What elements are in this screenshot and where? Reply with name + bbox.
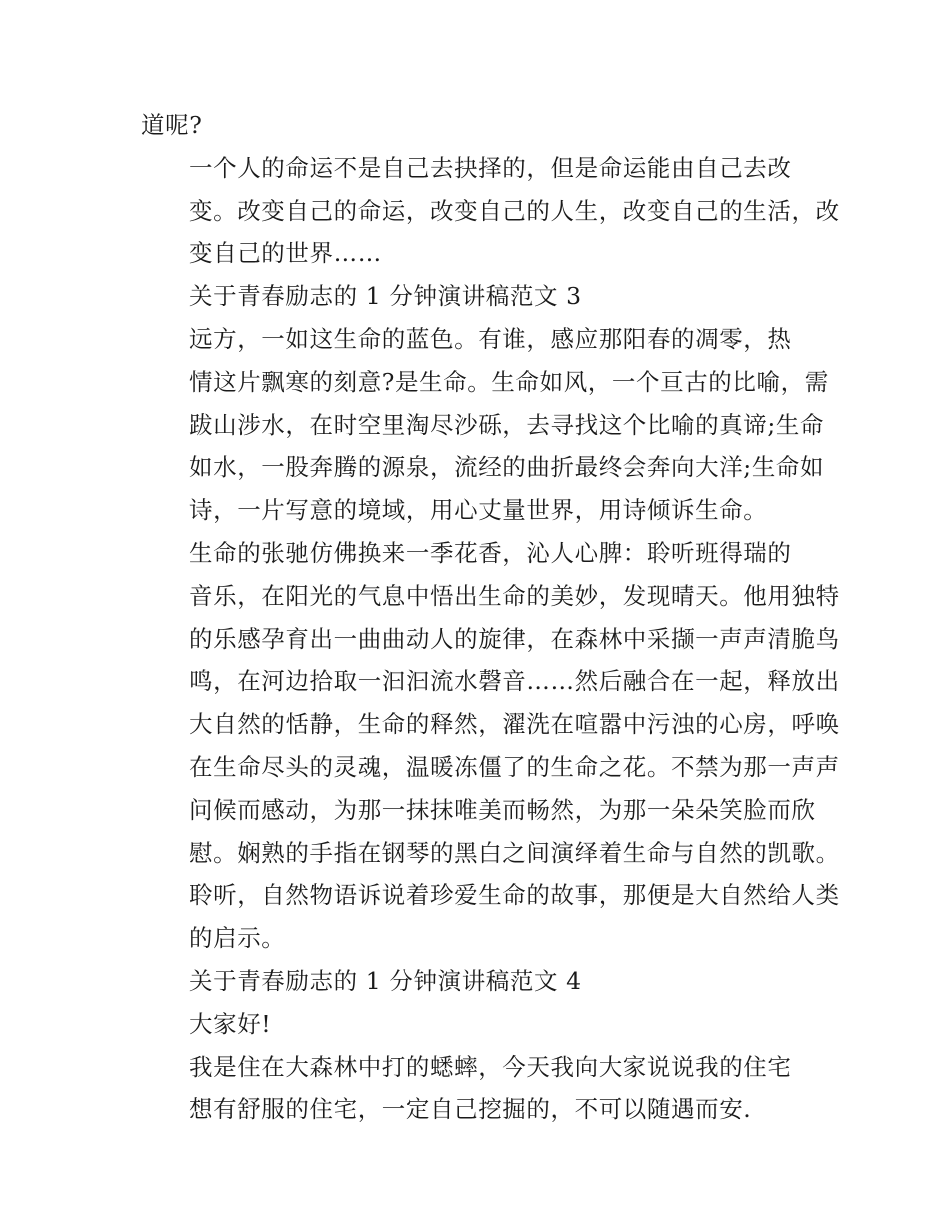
section-heading <box>141 960 813 1003</box>
text-line: 如水，一股奔腾的源泉，流经的曲折最终会奔向大洋;生命如 <box>189 453 825 482</box>
text-line: 关于青春励志的 1 分钟演讲稿范文 3 <box>189 282 582 311</box>
text-line: 的乐感孕育出一曲曲动人的旋律，在森林中采撷一声声清脆鸟 <box>189 624 840 653</box>
text-line: 变自己的世界…… <box>189 239 382 268</box>
text-line: 远方，一如这生命的蓝色。有谁，感应那阳春的凋零，热 <box>189 324 792 353</box>
text-line: 慰。娴熟的手指在钢琴的黑白之间演绎着生命与自然的凯歌。 <box>189 838 840 867</box>
text-line: 我是住在大森林中打的蟋蟀，今天我向大家说说我的住宅 <box>189 1052 792 1081</box>
text-line: 大家好! <box>189 1009 272 1038</box>
text-line: 变。改变自己的命运，改变自己的人生，改变自己的生活，改 <box>189 196 840 225</box>
document-body <box>141 104 840 1131</box>
paragraph <box>141 1046 813 1132</box>
text-line: 诗，一片写意的境域，用心丈量世界，用诗倾诉生命。 <box>189 496 768 525</box>
text-line: 音乐，在阳光的气息中悟出生命的美妙，发现晴天。他用独特 <box>189 581 840 610</box>
text-line: 情这片飘寒的刻意?是生命。生命如风，一个亘古的比喻，需 <box>189 367 829 396</box>
text-line: 跋山涉水，在时空里淘尽沙砾，去寻找这个比喻的真谛;生命 <box>189 410 825 439</box>
paragraph <box>141 104 813 147</box>
text-line: 道呢? <box>141 111 203 139</box>
text-line: 的启示。 <box>189 924 286 953</box>
text-line: 在生命尽头的灵魂，温暖冻僵了的生命之花。不禁为那一声声 <box>189 752 840 781</box>
text-line: 鸣，在河边拾取一汩汩流水磬音……然后融合在一起，释放出 <box>189 667 840 696</box>
text-line: 大自然的恬静，生命的释然，濯洗在喧嚣中污浊的心房，呼唤 <box>189 710 840 739</box>
text-line: 关于青春励志的 1 分钟演讲稿范文 4 <box>189 966 582 995</box>
text-line: 想有舒服的住宅，一定自己挖掘的，不可以随遇而安. <box>189 1095 752 1124</box>
paragraph <box>141 318 829 532</box>
paragraph <box>141 532 840 960</box>
paragraph <box>141 1003 813 1046</box>
text-line: 生命的张驰仿佛换来一季花香，沁人心脾：聆听班得瑞的 <box>189 538 792 567</box>
text-line: 问候而感动，为那一抹抹唯美而畅然，为那一朵朵笑脸而欣 <box>189 795 816 824</box>
section-heading <box>141 275 813 318</box>
text-line: 一个人的命运不是自己去抉择的，但是命运能由自己去改 <box>189 153 792 182</box>
text-line: 聆听，自然物语诉说着珍爱生命的故事，那便是大自然给人类 <box>189 881 840 910</box>
paragraph <box>141 147 840 275</box>
